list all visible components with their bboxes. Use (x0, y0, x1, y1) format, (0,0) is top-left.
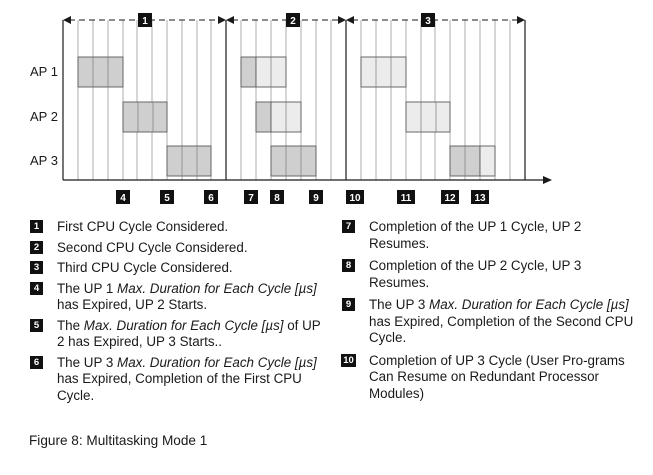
cycle-bar (241, 57, 256, 87)
legend-text: Max. Duration for Each Cycle [µs] (83, 317, 284, 333)
legend-text: has Expired, UP 2 Starts. (57, 297, 208, 312)
phase-marker-label: 1 (142, 16, 148, 27)
event-marker-label: 7 (248, 193, 254, 204)
event-marker-label: 4 (120, 193, 126, 204)
legend-text: Second CPU Cycle Considered. (57, 239, 248, 255)
legend-text: Completion of the UP 2 Cycle, UP 3 Resumes. (369, 258, 582, 290)
legend-text: Max. Duration for Each Cycle [µs] (429, 297, 629, 312)
legend-item (341, 353, 641, 403)
legend-badge: 2 (30, 241, 43, 254)
legend-badge: 5 (30, 319, 43, 332)
legend-text: The UP 3 (369, 297, 430, 312)
event-marker-label: 8 (274, 193, 280, 204)
cycle-bar (78, 57, 123, 87)
event-marker-label: 5 (164, 193, 170, 204)
event-marker-label: 13 (474, 193, 486, 204)
legend-text: Max. Duration for Each Cycle [µs] (117, 280, 317, 296)
legend-badge: 9 (342, 298, 355, 311)
legend-text: of UP 2 has Expired, UP 3 Starts.. (57, 317, 321, 349)
legend-item (341, 297, 641, 347)
legend-badge: 4 (30, 282, 43, 295)
legend-item (29, 281, 329, 314)
legend-badge: 10 (341, 354, 356, 367)
phase-arrow-left (226, 16, 234, 24)
timing-diagram (0, 0, 653, 215)
phase-marker-label: 2 (290, 16, 296, 27)
cycle-bars (78, 57, 495, 176)
legend-item (29, 355, 329, 405)
legend-badge: 8 (342, 259, 355, 272)
legend-left (29, 219, 329, 408)
time-axis-arrow (543, 176, 552, 184)
legend-badge: 7 (342, 220, 355, 233)
legend-text: Third CPU Cycle Considered. (57, 260, 233, 275)
phase-markers (63, 13, 525, 27)
event-marker-label: 9 (313, 193, 319, 204)
legend-item (29, 240, 329, 257)
legend-text: First CPU Cycle Considered. (57, 219, 229, 234)
legend-text: Completion of the UP 1 Cycle, UP 2 Resumes. (369, 219, 582, 251)
legend-badge: 3 (30, 261, 43, 274)
legend-item (341, 219, 641, 252)
phase-arrow-right (517, 16, 525, 24)
legend-text: has Expired, Completion of the Second CPU Cycle. (369, 313, 634, 345)
legend-text: The UP 1 (57, 280, 118, 296)
legend-right (341, 219, 641, 408)
cycle-bar (271, 146, 316, 176)
phase-marker-label: 3 (425, 16, 431, 27)
phase-arrow-left (63, 16, 71, 24)
event-markers (116, 190, 489, 204)
event-marker-label: 10 (349, 193, 361, 204)
event-marker-label: 12 (444, 193, 456, 204)
legend-badge: 6 (30, 356, 43, 369)
cycle-bar (123, 102, 167, 132)
phase-arrow-right (218, 16, 226, 24)
legend-text: Completion of UP 3 Cycle (User Pro-grams Can Resume on Redundant Processor Modules) (369, 352, 625, 401)
phase-arrow-left (346, 16, 354, 24)
legend-item (341, 258, 641, 291)
cycle-bar (167, 146, 211, 176)
legend-badge: 1 (30, 220, 43, 233)
row-label: AP 3 (30, 153, 58, 168)
event-marker-label: 6 (208, 193, 214, 204)
event-marker-label: 11 (400, 193, 412, 204)
legend-text: has Expired, Completion of the First CPU Cycle. (57, 371, 302, 403)
row-label: AP 1 (30, 64, 58, 79)
phase-arrow-right (338, 16, 346, 24)
legend-item (29, 260, 329, 277)
legend-text: Max. Duration for Each Cycle [µs] (117, 354, 317, 370)
legend-text: The (57, 317, 84, 333)
figure-caption: Figure 8: Multitasking Mode 1 (29, 433, 208, 448)
cycle-bar (256, 102, 271, 132)
legend-text: The UP 3 (57, 354, 118, 370)
cycle-bar (480, 146, 495, 176)
cycle-bar (406, 102, 450, 132)
legend-item (29, 318, 329, 351)
row-labels (30, 64, 58, 168)
legend-item (29, 219, 329, 236)
row-label: AP 2 (30, 109, 58, 124)
cycle-bar (361, 57, 406, 87)
